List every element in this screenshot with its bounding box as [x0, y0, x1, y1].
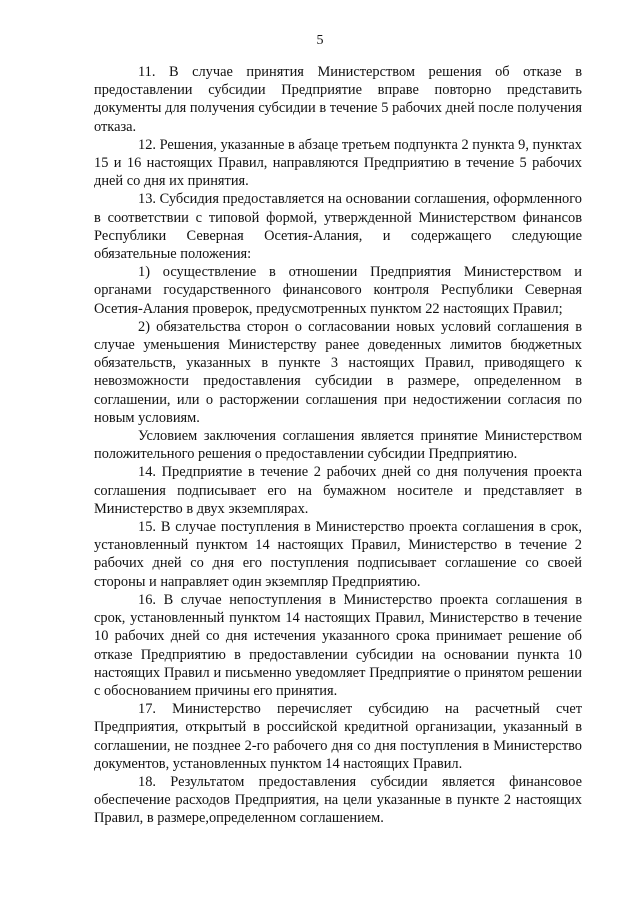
paragraph-12: 12. Решения, указанные в абзаце третьем подпункта 2 пункта 9, пунктах 15 и 16 настоящих Правил, направляются Предприятию в течение 5 рабочих дней со дня их принятия. — [94, 136, 582, 190]
paragraph-18: 18. Результатом предоставления субсидии является финансовое обеспечение расходов Предприятия, на цели указанные в пункте 2 настоящих Правил, в размере,определенном соглашением. — [94, 773, 582, 827]
page-number: 5 — [316, 33, 324, 48]
paragraph-17: 17. Министерство перечисляет субсидию на расчетный счет Предприятия, открытый в российской кредитной организации, указанный в соглашении, не позднее 2-го рабочего дня со дня поступления в Министерство документов, установленных пунктом 14 настоящих Правил. — [94, 701, 582, 772]
paragraph-13-item-1: 1) осуществление в отношении Предприятия Министерством и органами государственного финансового контроля Республики Северная Осетия-Алания проверок, предусмотренных пунктом 22 настоящих Правил; — [94, 264, 582, 317]
paragraph-15: 15. В случае поступления в Министерство проекта соглашения в срок, установленный пунктом 14 настоящих Правил, Министерство в течение 2 рабочих дней со дня его поступления подписывает соглашение со своей стороны и направляет один экземпляр Предприятию. — [94, 519, 582, 590]
paragraph-13: 13. Субсидия предоставляется на основании соглашения, оформленного в соответствии с типовой формой, утвержденной Министерством финансов Республики Северная Осетия-Алания, и содержащего следующие обязательные положения: — [94, 191, 582, 263]
paragraph-13-condition: Условием заключения соглашения является принятие Министерством положительного решения о предоставлении субсидии Предприятию. — [94, 428, 582, 463]
paragraph-13-item-2: 2) обязательства сторон о согласовании новых условий соглашения в случае уменьшения Министерству ранее доведенных лимитов бюджетных обязательств, указанных в пункте 3 настоящих Правил, приводящего к невозможности предоставления субсидии в размере, определенном в соглашении, или о расторжении соглашения при недостижении согласия по новым условиям. — [94, 318, 582, 426]
paragraph-16: 16. В случае непоступления в Министерство проекта соглашения в срок, установленный пунктом 14 настоящих Правил, Министерство в течение 10 рабочих дней со дня истечения указанного срока принимает решение об отказе Предприятию в предоставлении субсидии на основании пункта 10 настоящих Правил и письменно уведомляет Предприятие о принятом решении с обоснованием причины его принятия. — [94, 591, 582, 699]
paragraph-14: 14. Предприятие в течение 2 рабочих дней со дня получения проекта соглашения подписывает его на бумажном носителе и представляет в Министерство в двух экземплярах. — [94, 464, 582, 517]
paragraph-11: 11. В случае принятия Министерством решения об отказе в предоставлении субсидии Предприятие вправе повторно представить документы для получения субсидии в течение 5 рабочих дней после получения отказа. — [94, 64, 582, 135]
document-body — [94, 63, 582, 828]
